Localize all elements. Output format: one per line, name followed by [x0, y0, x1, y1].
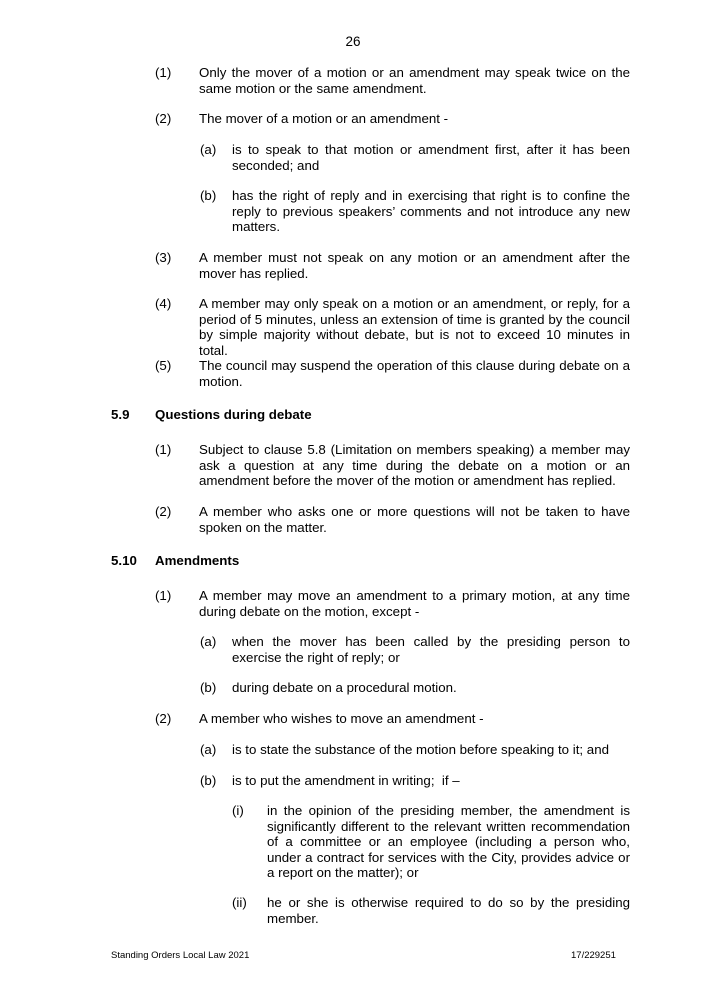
- item-text: A member who asks one or more questions will not be taken to have spoken on the matter.: [199, 504, 630, 535]
- item-text: A member must not speak on any motion or an amendment after the mover has replied.: [199, 250, 630, 281]
- subsubitem-text: he or she is otherwise required to do so by the presiding member.: [267, 895, 630, 926]
- item-text: A member who wishes to move an amendment -: [199, 711, 484, 726]
- subitem-label: (a): [200, 142, 217, 157]
- subitem-text: is to put the amendment in writing; if –: [232, 773, 460, 788]
- subitem-text: is to speak to that motion or amendment first, after it has been seconded; and: [232, 142, 630, 173]
- subsubitem-label: (ii): [232, 895, 247, 910]
- item-label: (3): [155, 250, 172, 265]
- item-text: The council may suspend the operation of this clause during debate on a motion.: [199, 358, 630, 389]
- subitem-label: (b): [200, 680, 217, 695]
- section-number: 5.10: [111, 553, 137, 568]
- subitem-text: is to state the substance of the motion before speaking to it; and: [232, 742, 609, 757]
- subitem-label: (b): [200, 188, 217, 203]
- subitem-label: (a): [200, 742, 217, 757]
- subitem-text: during debate on a procedural motion.: [232, 680, 457, 695]
- item-label: (5): [155, 358, 172, 373]
- subitem-text: when the mover has been called by the presiding person to exercise the right of reply; or: [232, 634, 630, 665]
- subitem-label: (a): [200, 634, 217, 649]
- item-label: (4): [155, 296, 172, 311]
- subsubitem-text: in the opinion of the presiding member, the amendment is significantly different to the relevant written recommendation of a committee or an employee (including a person who, under a contract for services with the City, provides advice or a report on the matter); or: [267, 803, 630, 881]
- item-text: Subject to clause 5.8 (Limitation on members speaking) a member may ask a question at any time during the debate on a motion or an amendment before the mover of the motion or amendment has replied.: [199, 442, 630, 489]
- item-text: Only the mover of a motion or an amendment may speak twice on the same motion or the same amendment.: [199, 65, 630, 96]
- section-title: Questions during debate: [155, 407, 312, 422]
- item-text: The mover of a motion or an amendment -: [199, 111, 449, 126]
- item-text: A member may move an amendment to a primary motion, at any time during debate on the motion, except -: [199, 588, 630, 619]
- item-label: (1): [155, 442, 172, 457]
- item-label: (1): [155, 588, 172, 603]
- page-number: 26: [345, 34, 361, 49]
- footer-title: Standing Orders Local Law 2021: [111, 950, 250, 961]
- section-number: 5.9: [111, 407, 130, 422]
- item-label: (1): [155, 65, 172, 80]
- item-label: (2): [155, 711, 172, 726]
- section-title: Amendments: [155, 553, 240, 568]
- subitem-label: (b): [200, 773, 217, 788]
- footer-reference: 17/229251: [571, 950, 616, 961]
- item-label: (2): [155, 504, 172, 519]
- subitem-text: has the right of reply and in exercising that right is to confine the reply to previous speakers’ comments and not introduce any new matters.: [232, 188, 630, 235]
- item-label: (2): [155, 111, 172, 126]
- subsubitem-label: (i): [232, 803, 244, 818]
- item-text: A member may only speak on a motion or an amendment, or reply, for a period of 5 minutes, unless an extension of time is granted by the council by simple majority without debate, but is not to exceed 10 minutes in total.: [199, 296, 630, 358]
